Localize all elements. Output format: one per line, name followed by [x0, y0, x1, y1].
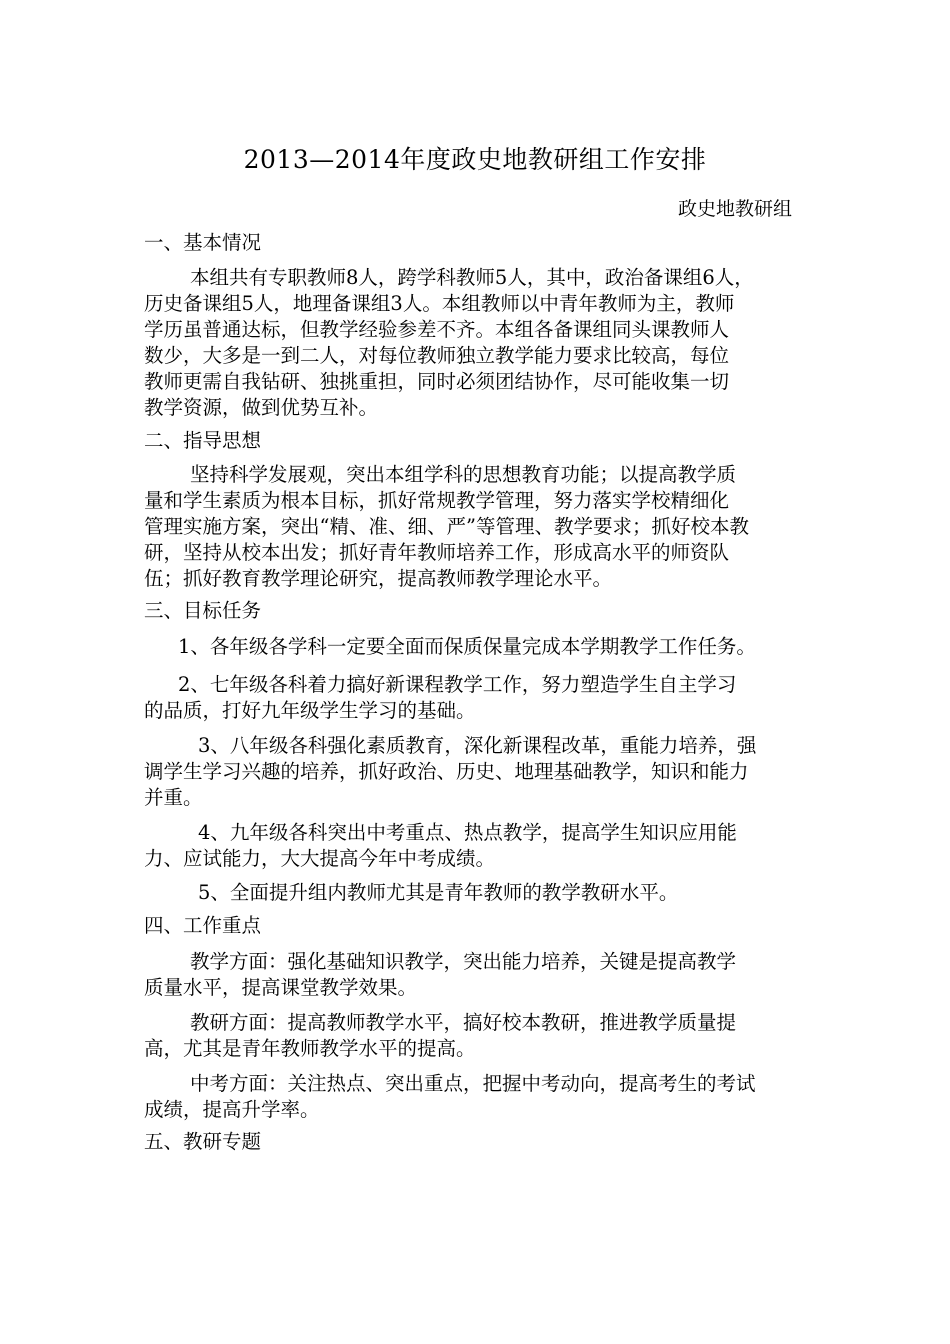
section-heading-work-focus: 四、工作重点 — [144, 914, 262, 937]
focus-research: 教研方面：提高教师教学水平，搞好校本教研，推进教学质量提 — [190, 1011, 737, 1034]
goal-item-3-cont: 调学生学习兴趣的培养，抓好政治、历史、地理基础教学，知识和能力 — [144, 760, 749, 783]
section-heading-goals: 三、目标任务 — [144, 599, 262, 622]
focus-exam-cont: 成绩，提高升学率。 — [144, 1098, 320, 1121]
goal-item-1: 1、各年级各学科一定要全面而保质保量完成本学期教学工作任务。 — [178, 635, 756, 658]
goal-item-3: 3、八年级各科强化素质教育，深化新课程改革，重能力培养，强 — [198, 734, 757, 757]
section-heading-research-topics: 五、教研专题 — [144, 1130, 262, 1153]
focus-research-cont: 高，尤其是青年教师教学水平的提高。 — [144, 1037, 476, 1060]
paragraph-line: 本组共有专职教师8人，跨学科教师5人，其中，政治备课组6人， — [190, 266, 754, 289]
paragraph-line: 坚持科学发展观，突出本组学科的思想教育功能；以提高教学质 — [190, 463, 737, 486]
goal-item-5: 5、全面提升组内教师尤其是青年教师的教学教研水平。 — [198, 881, 679, 904]
section-heading-basic-situation: 一、基本情况 — [144, 231, 262, 254]
goal-item-3-cont: 并重。 — [144, 786, 203, 809]
focus-exam: 中考方面：关注热点、突出重点，把握中考动向，提高考生的考试 — [190, 1072, 756, 1095]
goal-item-4-cont: 力、应试能力，大大提高今年中考成绩。 — [144, 847, 496, 870]
document-title: 2013—2014年度政史地教研组工作安排 — [243, 145, 707, 174]
paragraph-line: 数少，大多是一到二人，对每位教师独立教学能力要求比较高，每位 — [144, 344, 730, 367]
focus-teaching: 教学方面：强化基础知识教学，突出能力培养，关键是提高教学 — [190, 950, 737, 973]
document-author: 政史地教研组 — [677, 198, 792, 220]
paragraph-line: 历史备课组5人，地理备课组3人。本组教师以中青年教师为主，教师 — [144, 292, 735, 315]
focus-teaching-cont: 质量水平，提高课堂教学效果。 — [144, 976, 418, 999]
paragraph-line: 学历虽普通达标，但教学经验参差不齐。本组各备课组同头课教师人 — [144, 318, 730, 341]
section-heading-guiding-ideology: 二、指导思想 — [144, 429, 262, 452]
goal-item-2: 2、七年级各科着力搞好新课程教学工作，努力塑造学生自主学习 — [178, 673, 737, 696]
paragraph-line: 教师更需自我钻研、独挑重担，同时必须团结协作，尽可能收集一切 — [144, 370, 730, 393]
goal-item-2-cont: 的品质，打好九年级学生学习的基础。 — [144, 699, 476, 722]
paragraph-line: 伍；抓好教育教学理论研究，提高教师教学理论水平。 — [144, 567, 613, 590]
paragraph-line: 研，坚持从校本出发；抓好青年教师培养工作，形成高水平的师资队 — [144, 541, 730, 564]
paragraph-line: 量和学生素质为根本目标，抓好常规教学管理，努力落实学校精细化 — [144, 489, 730, 512]
paragraph-line: 教学资源，做到优势互补。 — [144, 396, 379, 419]
paragraph-line: 管理实施方案，突出“精、准、细、严”等管理、教学要求；抓好校本教 — [144, 515, 749, 538]
goal-item-4: 4、九年级各科突出中考重点、热点教学，提高学生知识应用能 — [198, 821, 737, 844]
